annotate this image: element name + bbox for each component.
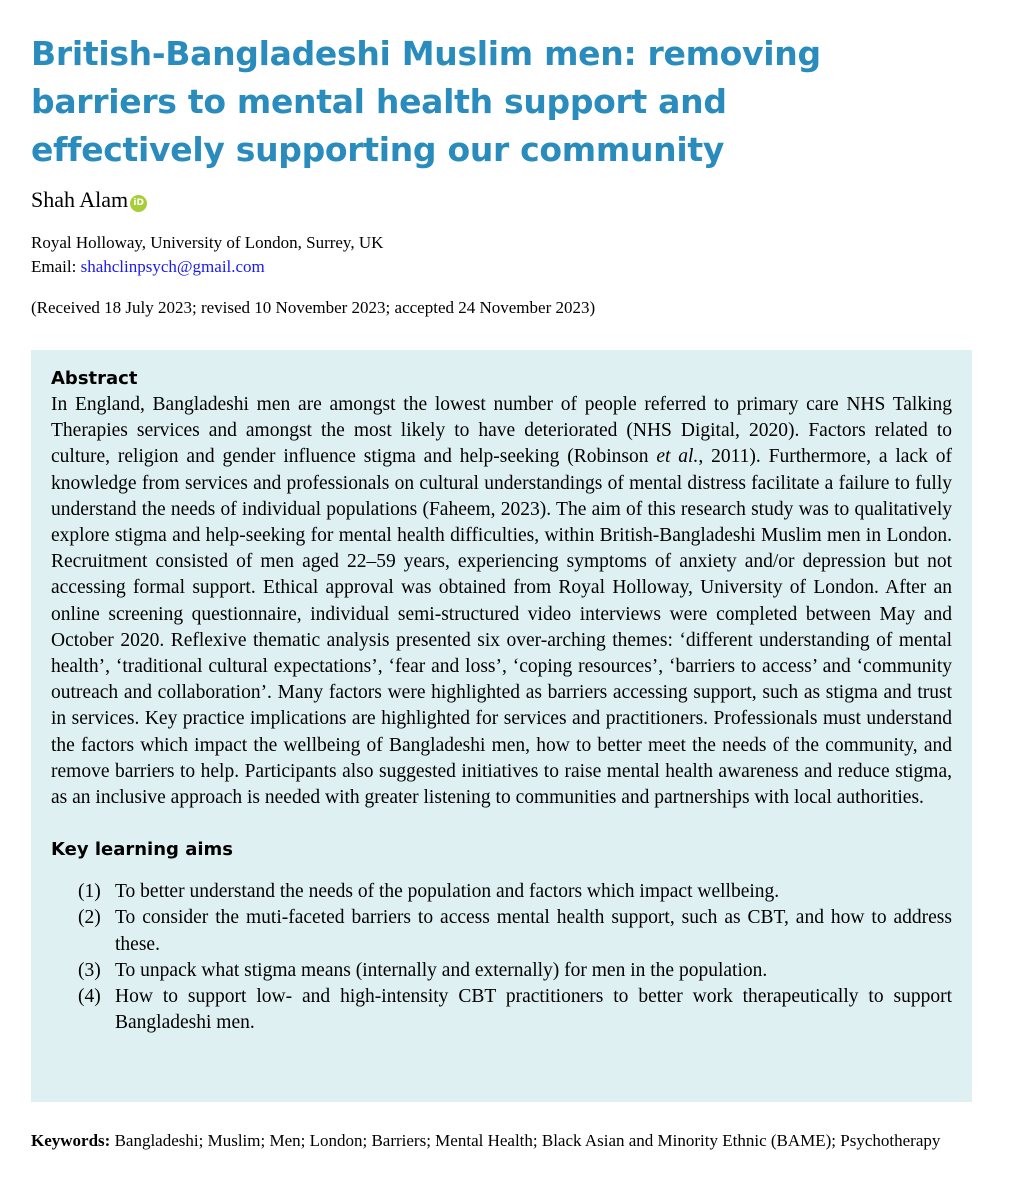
aim-item bbox=[51, 984, 952, 1036]
abstract-heading: Abstract bbox=[51, 368, 138, 389]
email-line bbox=[31, 255, 383, 279]
aim-item bbox=[51, 879, 952, 905]
aim-text: To unpack what stigma means (internally and externally) for men in the population. bbox=[115, 959, 768, 981]
keywords-label: Keywords: bbox=[31, 1131, 111, 1150]
aim-text: To better understand the needs of the population and factors which impact wellbeing. bbox=[115, 881, 780, 903]
aim-text: How to support low- and high-intensity CBT practitioners to better work therapeutically to support Bangladeshi men. bbox=[115, 986, 952, 1034]
aim-text: To consider the muti-faceted barriers to access mental health support, such as CBT, and how to address these. bbox=[115, 907, 952, 955]
keywords-list: Bangladeshi; Muslim; Men; London; Barriers; Mental Health; Black Asian and Minority Ethnic (BAME); Psychotherapy bbox=[110, 1131, 941, 1150]
article-title: British-Bangladeshi Muslim men: removing barriers to mental health support and effectively supporting our community bbox=[31, 34, 821, 169]
aims-list bbox=[51, 879, 952, 1036]
abstract-text-part2: , 2011). Furthermore, a lack of knowledge from services and professionals on cultural understandings of mental distress facilitate a failure to fully understand the needs of individual populations (Faheem, 2023). The aim of this research study was to qualitatively explore stigma and help-seeking for mental health difficulties, within British-Bangladeshi Muslim men in London. Recruitment consisted of men aged 22–59 years, experiencing symptoms of anxiety and/or depression but not accessing formal support. Ethical approval was obtained from Royal Holloway, University of London. After an online screening questionnaire, individual semi-structured video interviews were completed between May and October 2020. Reflexive thematic analysis presented six over-arching themes: ‘different understanding of mental health’, ‘traditional cultural expectations’, ‘fear and loss’, ‘coping resources’, ‘barriers to access’ and ‘community outreach and collaboration’. Many factors were highlighted as barriers accessing support, such as stigma and trust in services. Key practice implications are highlighted for services and practitioners. Professionals must understand the factors which impact the wellbeing of Bangladeshi men, how to better meet the needs of the community, and remove barriers to help. Participants also suggested initiatives to raise mental health awareness and reduce stigma, as an inclusive approach is needed with greater listening to communities and partnerships with local authorities. bbox=[51, 446, 952, 809]
aim-item bbox=[51, 958, 952, 984]
author-line bbox=[31, 185, 147, 215]
aim-number: (4) bbox=[78, 986, 101, 1008]
affiliation-block bbox=[31, 231, 383, 279]
affiliation: Royal Holloway, University of London, Surrey, UK bbox=[31, 233, 384, 252]
abstract-text-part1: In England, Bangladeshi men are amongst the lowest number of people referred to primary care NHS Talking Therapies services and amongst the most likely to have deteriorated (NHS Digital, 2020). Factors related to culture, religion and gender influence stigma and help-seeking (Robinson bbox=[51, 394, 952, 468]
keywords bbox=[31, 1129, 972, 1153]
abstract-text-italic: et al. bbox=[656, 446, 699, 468]
abstract-text bbox=[51, 392, 952, 811]
received-dates: (Received 18 July 2023; revised 10 November 2023; accepted 24 November 2023) bbox=[31, 298, 596, 317]
aim-item bbox=[51, 905, 952, 957]
email-link[interactable]: shahclinpsych@gmail.com bbox=[80, 257, 265, 276]
email-label: Email: bbox=[31, 257, 77, 276]
aim-number: (2) bbox=[78, 907, 101, 929]
orcid-icon[interactable]: iD bbox=[130, 195, 147, 212]
aim-number: (1) bbox=[78, 881, 101, 903]
aims-heading: Key learning aims bbox=[51, 839, 233, 861]
abstract-box bbox=[31, 350, 972, 1102]
author-name: Shah Alam bbox=[31, 187, 129, 212]
aim-number: (3) bbox=[78, 959, 101, 981]
